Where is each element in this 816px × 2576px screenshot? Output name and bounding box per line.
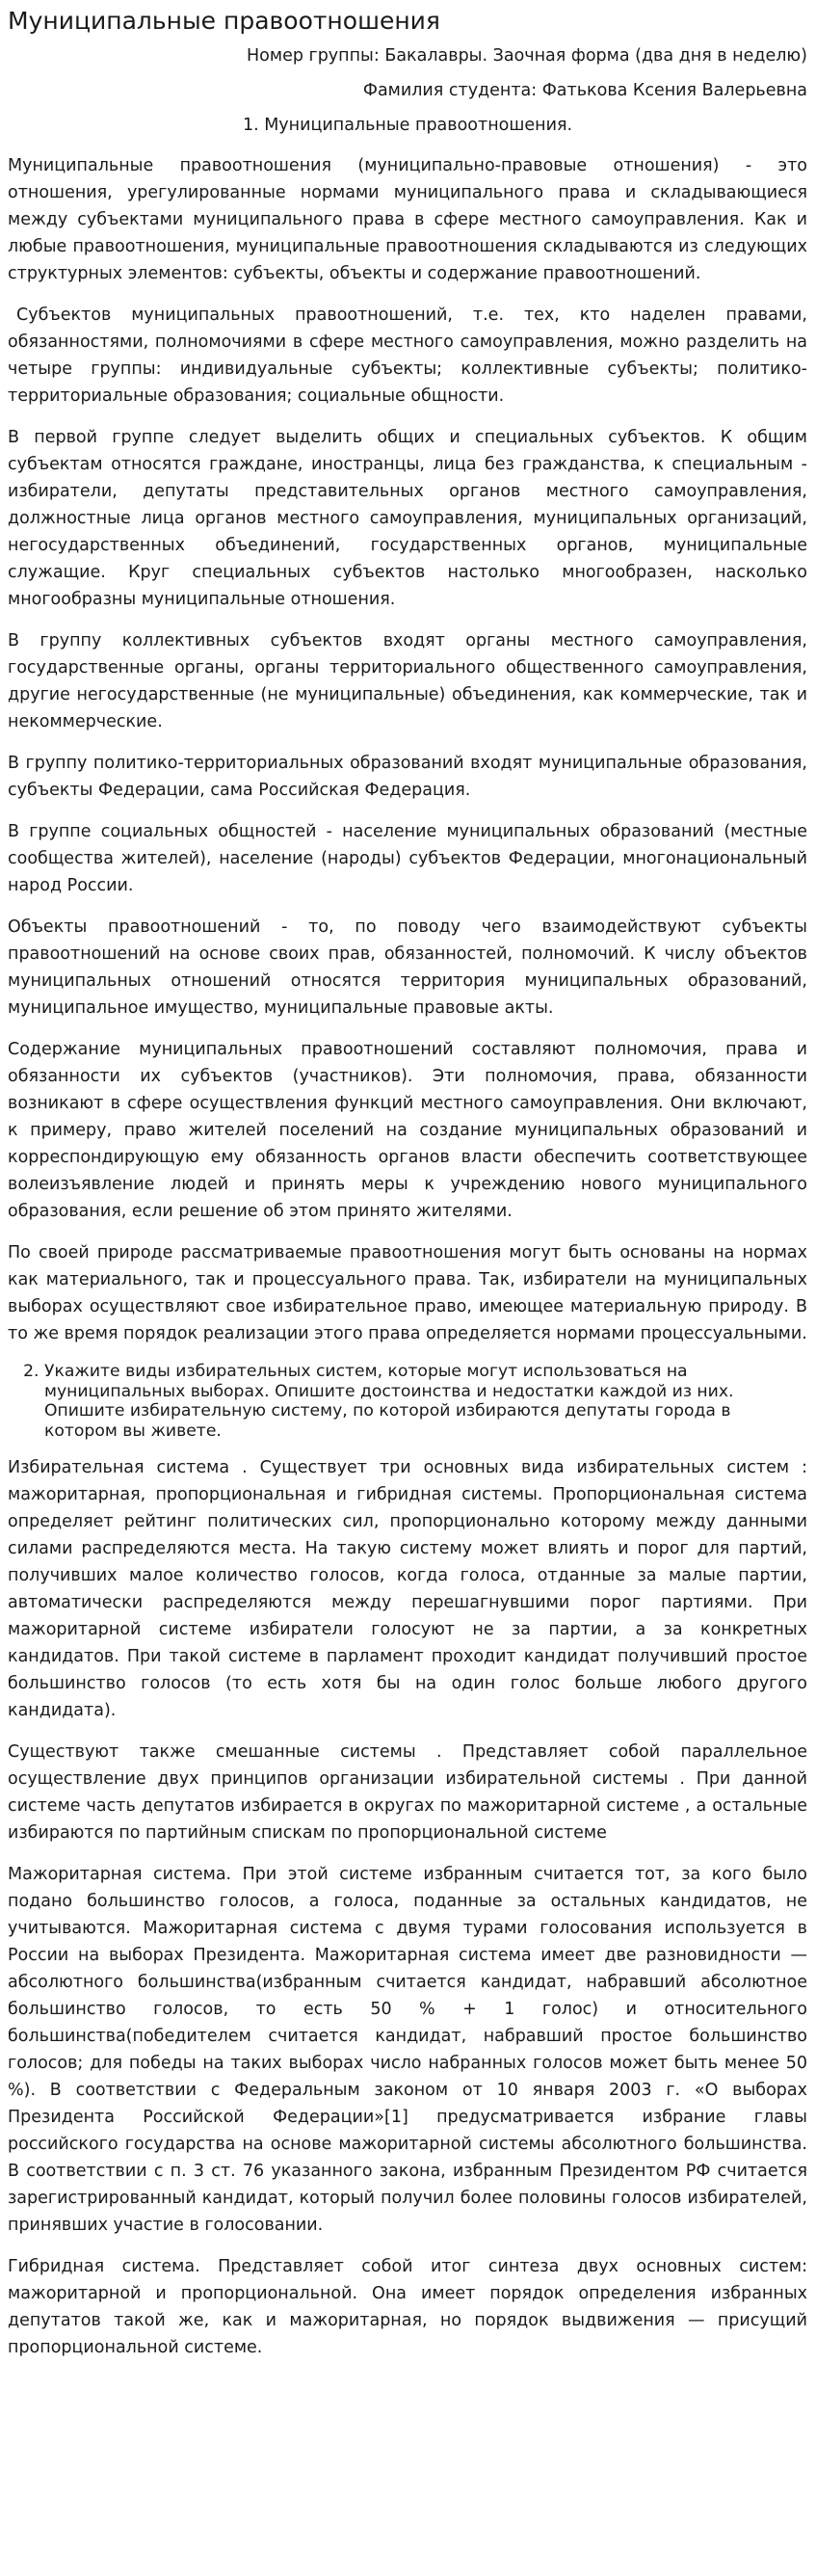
paragraph: Мажоритарная система. При этой системе избранным считается тот, за кого было подано большинство голосов, а голоса, поданные за остальных кандидатов, не учитываются. Мажоритарная система с двумя турами голосования используется в России на выборах Президента. Мажоритарная система имеет две разновидности — абсолютного большинства(избранным считается кандидат, набравший абсолютное большинство голосов, то есть 50 % + 1 голос) и относительного большинства(победителем считается кандидат, набравший простое большинство голосов; для победы на таких выборах число набранных голосов может быть менее 50 %). В соответствии с Федеральным законом от 10 января 2003 г. «О выборах Президента Российской Федерации»[1] предусматривается избрание главы российского государства на основе мажоритарной системы абсолютного большинства. В соответствии с п. 3 ст. 76 указанного закона, избранным Президентом РФ считается зарегистрированный кандидат, который получил более половины голосов избирателей, принявших участие в голосовании. <box>8 1865 807 2235</box>
paragraph: Содержание муниципальных правоотношений составляют полномочия, права и обязанности их субъектов (участников). Эти полномочия, права, обязанности возникают в сфере осуществления функций местного самоуправления. Они включают, к примеру, право жителей поселений на создание муниципальных образований и корреспондирующую ему обязанность органов власти обеспечить соответствующее волеизъявление людей и принять меры к учреждению нового муниципального образования, если решение об этом принято жителями. <box>8 1040 807 1221</box>
paragraph: Субъектов муниципальных правоотношений, т.е. тех, кто наделен правами, обязанностями, полномочиями в сфере местного самоуправления, можно разделить на четыре группы: индивидуальные субъекты; коллективные субъекты; политико-территориальные образования; социальные общности. <box>8 305 807 406</box>
paragraph: В группе социальных общностей - население муниципальных образований (местные сообщества жителей), население (народы) субъектов Федерации, многонациональный народ России. <box>8 822 807 895</box>
document-title: Муниципальные правоотношения <box>8 7 440 35</box>
question-list <box>8 1362 807 1441</box>
student-name: Фамилия студента: Фатькова Ксения Валерьевна <box>362 81 807 100</box>
paragraph: В группу коллективных субъектов входят органы местного самоуправления, государственные органы, органы территориального общественного самоуправления, другие негосударственные (не муниципальные) объединения, как коммерческие, так и некоммерческие. <box>8 631 807 731</box>
paragraph: Объекты правоотношений - то, по поводу чего взаимодействуют субъекты правоотношений на основе своих прав, обязанностей, полномочий. К числу объектов муниципальных отношений относятся территория муниципальных образований, муниципальное имущество, муниципальные правовые акты. <box>8 917 807 1018</box>
paragraph: Существуют также смешанные системы . Представляет собой параллельное осуществление двух принципов организации избирательной системы . При данной системе часть депутатов избирается в округах по мажоритарной системе , а остальные избираются по партийным спискам по пропорциональной системе <box>8 1742 807 1843</box>
paragraph: Гибридная система. Представляет собой итог синтеза двух основных систем: мажоритарной и пропорциональной. Она имеет порядок определения избранных депутатов такой же, как и мажоритарная, но порядок выдвижения — присущий пропорциональной системе. <box>8 2257 807 2357</box>
section-heading-1: 1. Муниципальные правоотношения. <box>242 116 573 135</box>
paragraph: В группу политико-территориальных образований входят муниципальные образования, субъекты Федерации, сама Российская Федерация. <box>8 754 807 800</box>
group-number: Номер группы: Бакалавры. Заочная форма (два дня в неделю) <box>247 46 807 66</box>
question-2: 2. Укажите виды избирательных систем, которые могут использоваться на муниципальных выборах. Опишите достоинства и недостатки каждой из них. Опишите избирательную систему, по которой избираются депутаты города в котором вы живете. <box>44 1362 807 1441</box>
paragraph: Муниципальные правоотношения (муниципально-правовые отношения) - это отношения, урегулированные нормами муниципального права и складывающиеся между субъектами муниципального права в сфере местного самоуправления. Как и любые правоотношения, муниципальные правоотношения складываются из следующих структурных элементов: субъекты, объекты и содержание правоотношений. <box>8 156 807 283</box>
paragraph: Избирательная система . Существует три основных вида избирательных систем : мажоритарная, пропорциональная и гибридная системы. Пропорциональная система определяет рейтинг политических сил, пропорционально которому между данными силами распределяются места. На такую систему может влиять и порог для партий, получивших малое количество голосов, когда голоса, отданные за малые партии, автоматически распределяются между перешагнувшими порог партиями. При мажоритарной системе избиратели голосуют не за партии, а за конкретных кандидатов. При такой системе в парламент проходит кандидат получивший простое большинство голосов (то есть хотя бы на один голос больше любого другого кандидата). <box>8 1458 807 1720</box>
paragraph: В первой группе следует выделить общих и специальных субъектов. К общим субъектам относятся граждане, иностранцы, лица без гражданства, к специальным - избиратели, депутаты представительных органов местного самоуправления, должностные лица органов местного самоуправления, муниципальных организаций, негосударственных объединений, государственных органов, муниципальные служащие. Круг специальных субъектов настолько многообразен, насколько многообразны муниципальные отношения. <box>8 428 807 609</box>
paragraph: По своей природе рассматриваемые правоотношения могут быть основаны на нормах как материального, так и процессуального права. Так, избиратели на муниципальных выборах осуществляют свое избирательное право, имеющее материальную природу. В то же время порядок реализации этого права определяется нормами процессуальными. <box>8 1243 807 1343</box>
